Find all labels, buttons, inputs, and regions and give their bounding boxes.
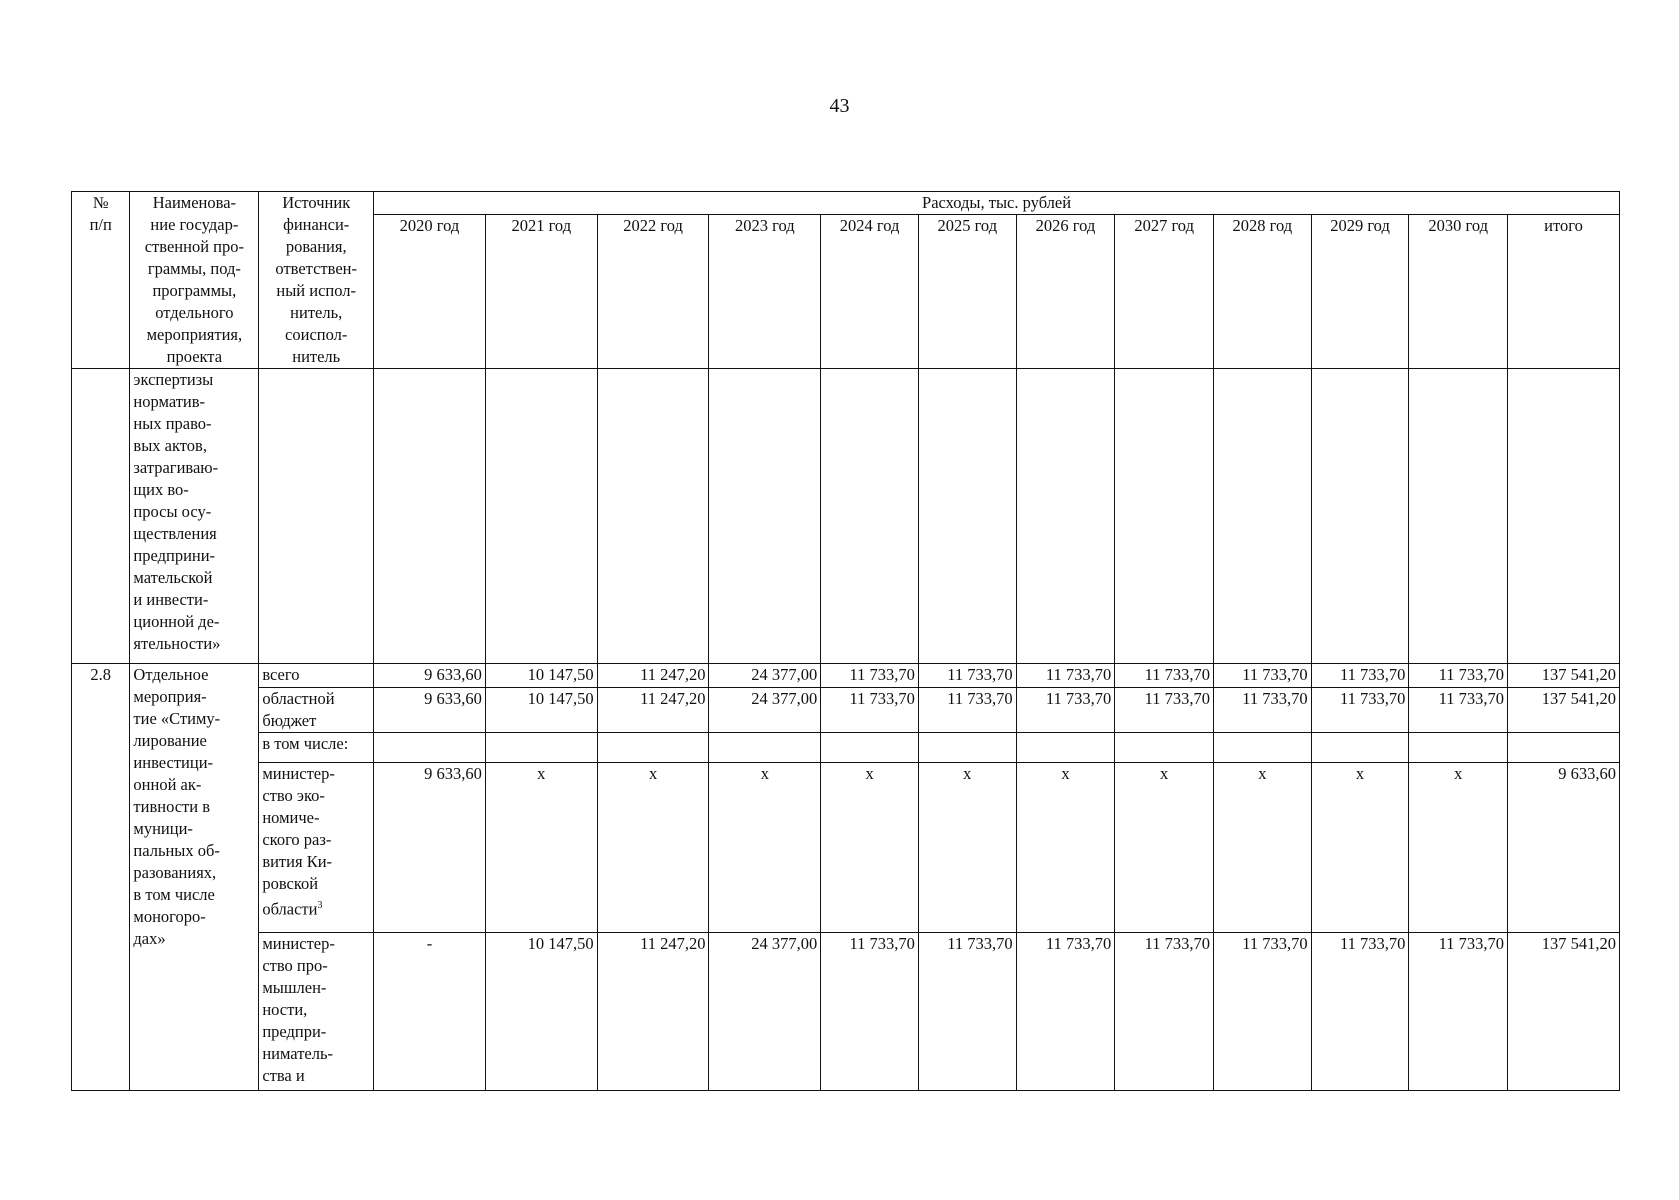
value-cell: 11 733,70 bbox=[1115, 688, 1214, 733]
value-cell: х bbox=[1409, 763, 1508, 933]
continuation-cell bbox=[1115, 369, 1214, 664]
value-cell: 137 541,20 bbox=[1508, 664, 1620, 688]
source-cell bbox=[259, 763, 374, 933]
year-2021: 2021 год bbox=[485, 215, 597, 369]
value-cell bbox=[1213, 733, 1311, 763]
value-cell: 11 733,70 bbox=[1115, 933, 1214, 1091]
year-2024: 2024 год bbox=[821, 215, 919, 369]
value-cell: 11 733,70 bbox=[918, 933, 1016, 1091]
value-cell: 9 633,60 bbox=[374, 763, 486, 933]
value-cell: 11 247,20 bbox=[597, 933, 709, 1091]
value-cell: 11 733,70 bbox=[918, 664, 1016, 688]
value-cell bbox=[1115, 733, 1214, 763]
value-cell bbox=[1016, 733, 1115, 763]
value-cell: 11 733,70 bbox=[1213, 933, 1311, 1091]
header-number: № п/п bbox=[72, 192, 130, 369]
value-cell: 11 733,70 bbox=[1016, 688, 1115, 733]
value-cell: х bbox=[709, 763, 821, 933]
continuation-cell bbox=[918, 369, 1016, 664]
value-cell: 11 733,70 bbox=[1311, 664, 1409, 688]
value-cell bbox=[821, 733, 919, 763]
value-cell: 11 733,70 bbox=[1213, 688, 1311, 733]
value-cell bbox=[1508, 733, 1620, 763]
value-cell: 11 247,20 bbox=[597, 664, 709, 688]
value-cell: 9 633,60 bbox=[1508, 763, 1620, 933]
value-cell: х bbox=[1115, 763, 1214, 933]
value-cell: 11 733,70 bbox=[821, 664, 919, 688]
value-cell: 24 377,00 bbox=[709, 933, 821, 1091]
year-2020: 2020 год bbox=[374, 215, 486, 369]
year-2028: 2028 год bbox=[1213, 215, 1311, 369]
value-cell bbox=[1409, 733, 1508, 763]
table-row bbox=[72, 733, 1620, 763]
budget-table bbox=[71, 191, 1620, 1091]
header-funding-source: Источник финанси- рования, ответствен- ный испол- нитель, соиспол- нитель bbox=[259, 192, 374, 369]
year-2022: 2022 год bbox=[597, 215, 709, 369]
continuation-cell bbox=[485, 369, 597, 664]
continuation-source bbox=[259, 369, 374, 664]
table-row bbox=[72, 933, 1620, 1091]
value-cell: х bbox=[1016, 763, 1115, 933]
source-cell: областной бюджет bbox=[259, 688, 374, 733]
table-row bbox=[72, 688, 1620, 733]
value-cell: 137 541,20 bbox=[1508, 933, 1620, 1091]
year-2029: 2029 год bbox=[1311, 215, 1409, 369]
value-cell: х bbox=[918, 763, 1016, 933]
value-cell: 10 147,50 bbox=[485, 933, 597, 1091]
continuation-number bbox=[72, 369, 130, 664]
value-cell: 24 377,00 bbox=[709, 664, 821, 688]
value-cell: 11 733,70 bbox=[821, 688, 919, 733]
continuation-cell bbox=[1213, 369, 1311, 664]
year-total: итого bbox=[1508, 215, 1620, 369]
value-cell: х bbox=[1213, 763, 1311, 933]
value-cell bbox=[597, 733, 709, 763]
value-cell: 9 633,60 bbox=[374, 688, 486, 733]
value-cell bbox=[374, 733, 486, 763]
value-cell bbox=[485, 733, 597, 763]
item-name: Отдельное мероприя- тие «Стиму- лирование инвестици- онной ак- тивности в муници- пальных об- разованиях, в том числе моногоро- дах» bbox=[130, 664, 259, 1091]
footnote-marker: 3 bbox=[317, 900, 323, 911]
value-cell bbox=[918, 733, 1016, 763]
source-cell: всего bbox=[259, 664, 374, 688]
value-cell: 11 733,70 bbox=[1409, 688, 1508, 733]
value-cell: 11 733,70 bbox=[1213, 664, 1311, 688]
table-row bbox=[72, 763, 1620, 933]
header-expenses: Расходы, тыс. рублей bbox=[374, 192, 1620, 215]
value-cell: 10 147,50 bbox=[485, 664, 597, 688]
year-2030: 2030 год bbox=[1409, 215, 1508, 369]
source-cell: министер- ство про- мышлен- ности, предпри- ниматель- ства и bbox=[259, 933, 374, 1091]
value-cell: 11 733,70 bbox=[1311, 933, 1409, 1091]
year-2025: 2025 год bbox=[918, 215, 1016, 369]
source-cell: в том числе: bbox=[259, 733, 374, 763]
value-cell: 11 733,70 bbox=[1409, 664, 1508, 688]
year-2027: 2027 год bbox=[1115, 215, 1214, 369]
value-cell: х bbox=[821, 763, 919, 933]
value-cell: 11 733,70 bbox=[821, 933, 919, 1091]
year-2023: 2023 год bbox=[709, 215, 821, 369]
continuation-cell bbox=[1508, 369, 1620, 664]
source-text: министер- ство эко- номиче- ского раз- вития Ки- ровской области bbox=[262, 764, 335, 919]
value-cell: х bbox=[1311, 763, 1409, 933]
value-cell: 11 733,70 bbox=[918, 688, 1016, 733]
value-cell: 9 633,60 bbox=[374, 664, 486, 688]
continuation-cell bbox=[597, 369, 709, 664]
value-cell: 11 733,70 bbox=[1115, 664, 1214, 688]
continuation-name: экспертизы норматив- ных право- вых актов, затрагиваю- щих во- просы осу- ществления предприни- мательской и инвести- ционной де- ятельности» bbox=[130, 369, 259, 664]
continuation-row bbox=[72, 369, 1620, 664]
table-row bbox=[72, 664, 1620, 688]
value-cell: х bbox=[485, 763, 597, 933]
value-cell bbox=[1311, 733, 1409, 763]
item-number: 2.8 bbox=[72, 664, 130, 1091]
value-cell: - bbox=[374, 933, 486, 1091]
value-cell: 24 377,00 bbox=[709, 688, 821, 733]
page-number: 43 bbox=[829, 95, 850, 117]
continuation-cell bbox=[709, 369, 821, 664]
value-cell: 10 147,50 bbox=[485, 688, 597, 733]
value-cell: 11 733,70 bbox=[1016, 933, 1115, 1091]
value-cell: 11 733,70 bbox=[1016, 664, 1115, 688]
value-cell: х bbox=[597, 763, 709, 933]
continuation-cell bbox=[821, 369, 919, 664]
continuation-cell bbox=[374, 369, 486, 664]
continuation-cell bbox=[1409, 369, 1508, 664]
header-row bbox=[72, 192, 1620, 215]
value-cell: 11 733,70 bbox=[1409, 933, 1508, 1091]
value-cell: 11 247,20 bbox=[597, 688, 709, 733]
year-2026: 2026 год bbox=[1016, 215, 1115, 369]
value-cell bbox=[709, 733, 821, 763]
header-program-name: Наименова- ние государ- ственной про- граммы, под- программы, отдельного мероприятия, проекта bbox=[130, 192, 259, 369]
value-cell: 137 541,20 bbox=[1508, 688, 1620, 733]
continuation-cell bbox=[1311, 369, 1409, 664]
continuation-cell bbox=[1016, 369, 1115, 664]
value-cell: 11 733,70 bbox=[1311, 688, 1409, 733]
